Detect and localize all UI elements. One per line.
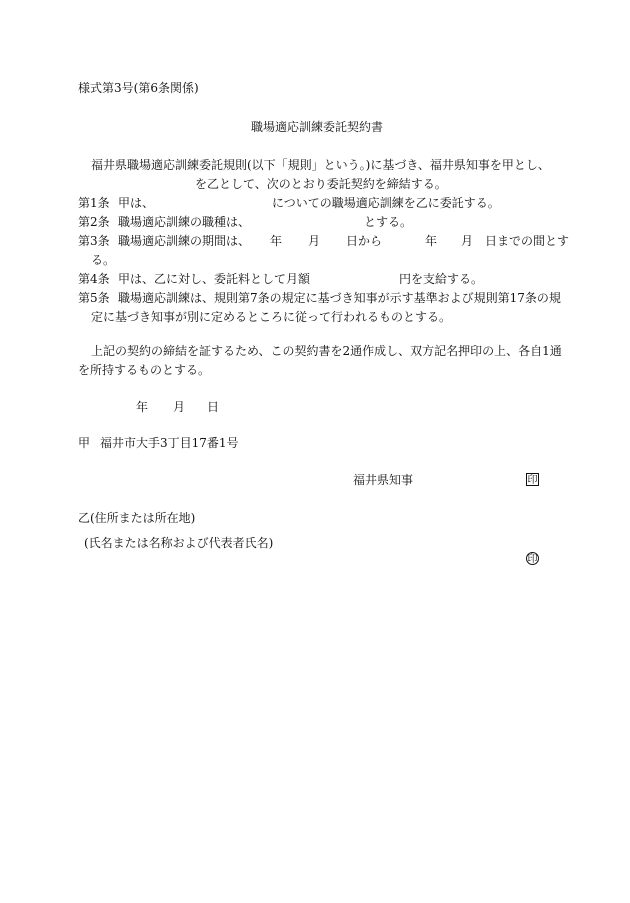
article-1-text-a: 甲は、 [118,196,155,210]
article-3-day-1: 日から [346,234,383,248]
article-3-year-2: 年 [425,234,438,248]
article-3-month-2: 月 [461,234,474,248]
article-1-number: 第1条 [78,196,110,210]
party-b-label: 乙(住所または所在地) [78,511,196,525]
closing-line-2: を所持するものとする。 [78,363,211,377]
preamble-line-2: を乙として、次のとおり委託契約を締結する。 [195,177,447,191]
article-4-text-b: 円を支給する。 [399,272,484,286]
article-2-text-b: とする。 [364,215,413,229]
date-year: 年 [136,400,149,414]
article-4-text-a: 甲は、乙に対し、委託料として月額 [118,272,311,286]
article-3-continuation: る。 [91,253,116,267]
date-month: 月 [173,400,186,414]
article-3-day-2: 日までの間とす [485,234,570,248]
party-a-label: 甲 [78,436,91,450]
article-2-text-a: 職場適応訓練の職種は、 [118,215,251,229]
article-1-text-b: についての職場適応訓練を乙に委託する。 [272,196,500,210]
party-a-seal-mark: 印 [527,475,538,486]
article-5-number: 第5条 [78,291,110,305]
closing-line-1: 上記の契約の締結を証するため、この契約書を2通作成し、双方記名押印の上、各自1通 [91,344,562,358]
party-a-address: 福井市大手3丁目17番1号 [100,436,239,450]
article-2-number: 第2条 [78,215,110,229]
article-3-year-1: 年 [270,234,283,248]
article-4-number: 第4条 [78,272,110,286]
party-b-name-label: (氏名または名称および代表者氏名) [84,536,274,550]
article-5-line-1: 職場適応訓練は、規則第7条の規定に基づき知事が示す基準および規則第17条の規 [118,291,561,305]
article-5-line-2: 定に基づき知事が別に定めるところに従って行われるものとする。 [91,310,452,324]
party-b-seal-mark: 印 [527,554,538,565]
article-3-number: 第3条 [78,234,110,248]
article-3-text-a: 職場適応訓練の期間は、 [118,234,251,248]
preamble-line-1: 福井県職場適応訓練委託規則(以下「規則」という。)に基づき、福井県知事を甲とし、 [91,158,550,172]
party-a-name: 福井県知事 [353,473,414,487]
form-number: 様式第3号(第6条関係) [78,81,199,95]
date-day: 日 [207,400,220,414]
document-title: 職場適応訓練委託契約書 [251,120,384,134]
article-3-month-1: 月 [308,234,321,248]
